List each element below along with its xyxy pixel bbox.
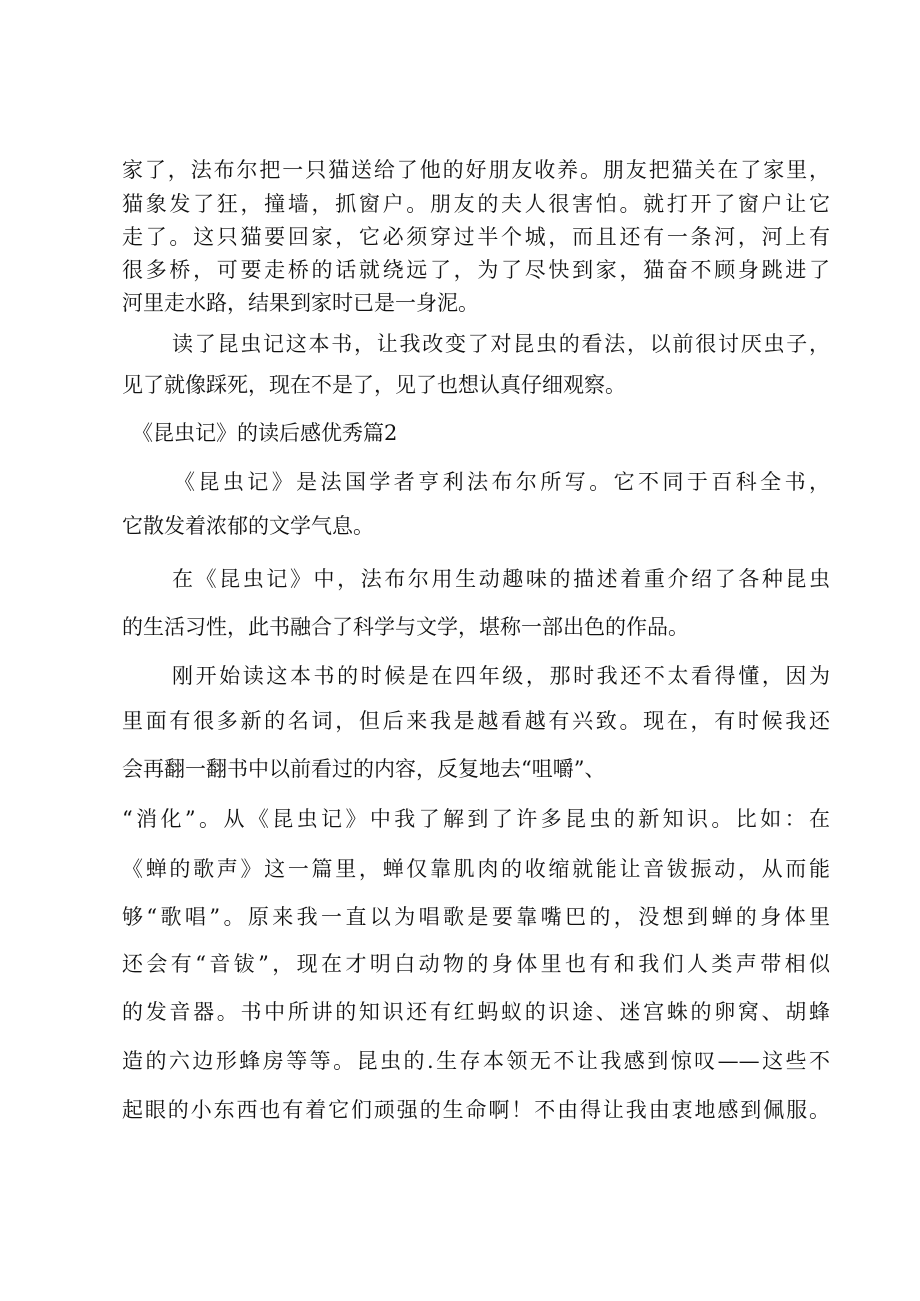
paragraph-line: 的生活习性，此书融合了科学与文学，堪称一部出色的作品。 (122, 615, 689, 639)
paragraph-line: 很多桥，可要走桥的话就绕远了，为了尽快到家，猫奋不顾身跳进了 (122, 258, 830, 282)
paragraph-line: 刚开始读这本书的时候是在四年级，那时我还不太看得懂，因为 (172, 664, 830, 688)
paragraph-line: 里面有很多新的名词，但后来我是越看越有兴致。现在，有时候我还 (122, 709, 830, 733)
paragraph-line: 猫象发了狂，撞墙，抓窗户。朋友的夫人很害怕。就打开了窗户让它 (122, 192, 830, 216)
paragraph-line: 的发音器。书中所讲的知识还有红蚂蚁的识途、迷宫蛛的卵窝、胡蜂 (122, 1000, 830, 1024)
paragraph-line: 家了，法布尔把一只猫送给了他的好朋友收养。朋友把猫关在了家里， (122, 158, 830, 182)
paragraph-line: 河里走水路，结果到家时已是一身泥。 (122, 291, 479, 315)
paragraph-line: 走了。这只猫要回家，它必须穿过半个城，而且还有一条河，河上有 (122, 225, 830, 249)
paragraph-line: 见了就像踩死，现在不是了，见了也想认真仔细观察。 (122, 373, 626, 397)
paragraph-line: 《昆虫记》是法国学者亨利法布尔所写。它不同于百科全书， (174, 470, 830, 494)
paragraph-line: 够“歌唱”。原来我一直以为唱歌是要靠嘴巴的，没想到蝉的身体里 (122, 905, 830, 929)
paragraph-line: “消化”。从《昆虫记》中我了解到了许多昆虫的新知识。比如：在 (122, 807, 830, 831)
paragraph-line: 起眼的小东西也有着它们顽强的生命啊！不由得让我由衷地感到佩服。 (122, 1098, 830, 1122)
paragraph-line: 会再翻一翻书中以前看过的内容，反复地去“咀嚼”、 (122, 757, 606, 781)
paragraph-line: 它散发着浓郁的文学气息。 (122, 514, 374, 538)
paragraph-line: 《蝉的歌声》这一篇里，蝉仅靠肌肉的收缩就能让音钹振动，从而能 (122, 857, 830, 881)
paragraph-line: 读了昆虫记这本书，让我改变了对昆虫的看法，以前很讨厌虫子， (172, 332, 830, 356)
paragraph-line: 造的六边形蜂房等等。昆虫的.生存本领无不让我感到惊叹——这些不 (122, 1049, 830, 1073)
paragraph-line: 还会有“音钹”，现在才明白动物的身体里也有和我们人类声带相似 (122, 952, 830, 976)
section-heading: 《昆虫记》的读后感优秀篇2 (132, 421, 398, 445)
paragraph-line: 在《昆虫记》中，法布尔用生动趣味的描述着重介绍了各种昆虫 (172, 567, 830, 591)
